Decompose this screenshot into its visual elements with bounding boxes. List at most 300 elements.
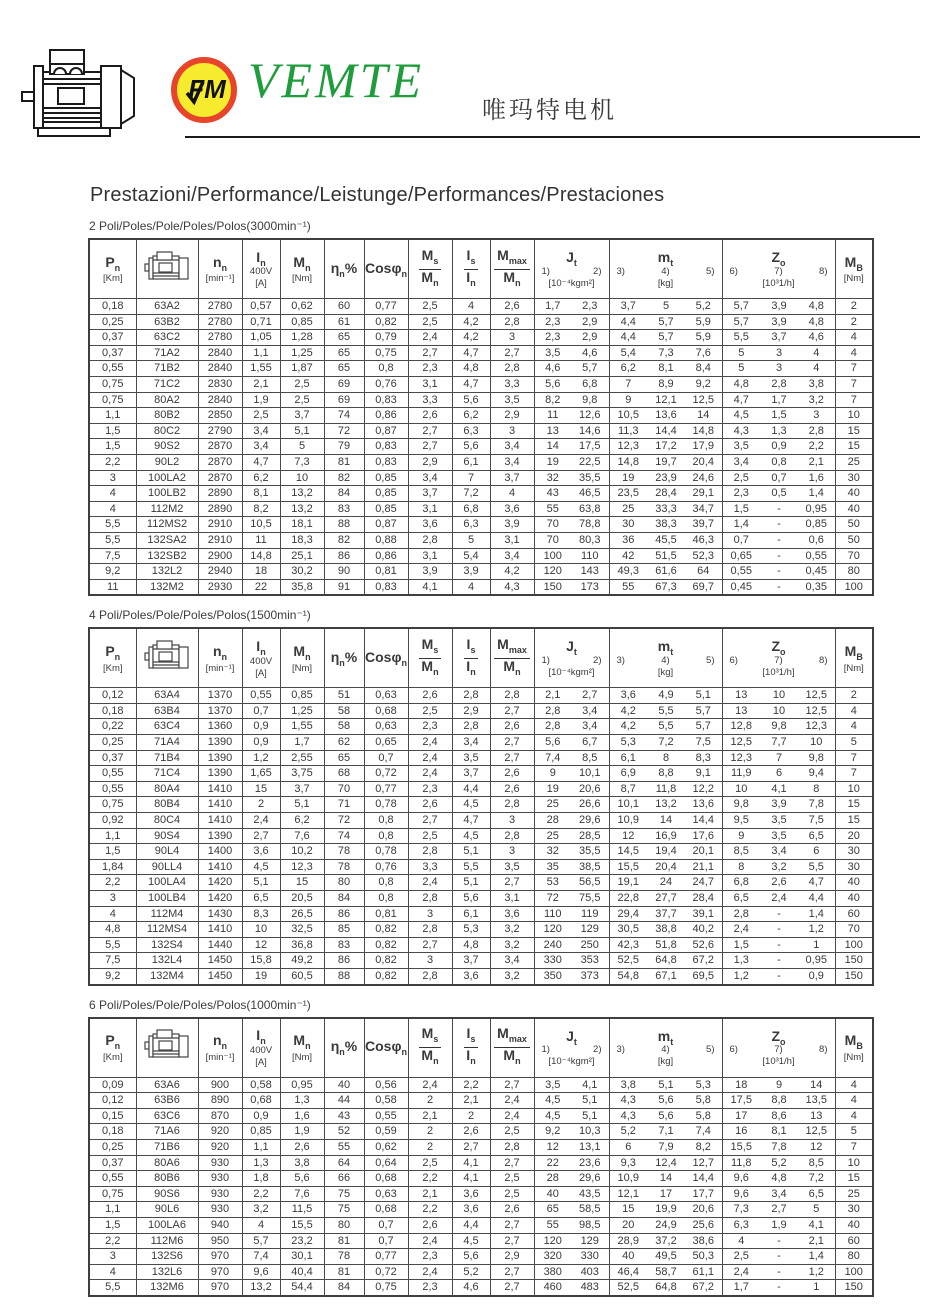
cell-pn: 1,5 [89, 439, 136, 455]
cell-ms-mn: 2,4 [408, 750, 452, 766]
cell-pn: 0,75 [89, 1186, 136, 1202]
cell-mt-3: 6 [609, 1139, 647, 1155]
cell-mb: 50 [835, 517, 873, 533]
cell-ms-mn: 2,4 [408, 766, 452, 782]
cell-in: 1,9 [242, 392, 280, 408]
cell-is-in: 6,1 [452, 906, 490, 922]
cell-mt-3: 52,5 [609, 953, 647, 969]
cell-zo-8: 14 [798, 1077, 835, 1093]
cell-mmax-mn: 3 [490, 423, 534, 439]
cell-jt-1: 320 [534, 1249, 571, 1265]
cell-mt-3: 4,4 [609, 314, 647, 330]
cell-zo-7: - [760, 1249, 798, 1265]
cell-eta: 81 [324, 454, 364, 470]
cell-is-in: 3,7 [452, 953, 490, 969]
cell-nn: 2910 [198, 517, 242, 533]
cell-frame-size: 112M2 [136, 501, 198, 517]
cell-mt-4: 27,7 [647, 891, 685, 907]
cell-mb: 10 [835, 781, 873, 797]
cell-jt-1: 28 [534, 813, 571, 829]
cell-cos: 0,75 [364, 1280, 408, 1296]
cell-in: 11 [242, 532, 280, 548]
section-4-pole [88, 608, 874, 985]
cell-mt-3: 12,1 [609, 1186, 647, 1202]
cell-frame-size: 63A4 [136, 688, 198, 704]
cell-eta: 65 [324, 330, 364, 346]
cell-pn: 0,18 [89, 299, 136, 315]
cell-pn: 11 [89, 579, 136, 595]
cell-eta: 78 [324, 859, 364, 875]
cell-cos: 0,7 [364, 1217, 408, 1233]
cell-jt-1: 7,4 [534, 750, 571, 766]
cell-mt-3: 42,3 [609, 937, 647, 953]
cell-zo-8: 7,2 [798, 1171, 835, 1187]
table-row [89, 1217, 873, 1233]
cell-in: 2,2 [242, 1186, 280, 1202]
table-row [89, 1171, 873, 1187]
cell-cos: 0,63 [364, 688, 408, 704]
cell-jt-1: 350 [534, 968, 571, 984]
table-row [89, 781, 873, 797]
cell-zo-7: - [760, 906, 798, 922]
cell-zo-7: 3,5 [760, 813, 798, 829]
cell-eta: 78 [324, 844, 364, 860]
cell-mn: 0,85 [280, 688, 324, 704]
cell-nn: 1430 [198, 906, 242, 922]
col-header-mt: $m_t$ 3) 4) 5) [kg] [609, 628, 722, 688]
cell-is-in: 4,8 [452, 361, 490, 377]
cell-pn: 0,22 [89, 719, 136, 735]
cell-ms-mn: 2,7 [408, 345, 452, 361]
col-header-eta: $\eta_n\%$ [324, 1018, 364, 1078]
cell-mt-5: 5,9 [685, 330, 722, 346]
cell-mmax-mn: 3,6 [490, 906, 534, 922]
cell-zo-6: 0,7 [722, 532, 760, 548]
cell-eta: 88 [324, 517, 364, 533]
cell-cos: 0,88 [364, 532, 408, 548]
cell-mb: 15 [835, 1171, 873, 1187]
cell-zo-7: - [760, 1264, 798, 1280]
cell-jt-2: 2,7 [571, 688, 609, 704]
cell-eta: 65 [324, 750, 364, 766]
cell-frame-size: 100LB2 [136, 486, 198, 502]
cell-frame-size: 71C2 [136, 376, 198, 392]
footnote-ref: 1) [541, 1044, 550, 1056]
cell-ms-mn: 2,5 [408, 299, 452, 315]
cell-zo-8: 0,95 [798, 953, 835, 969]
cell-zo-6: 1,7 [722, 1280, 760, 1296]
cell-jt-2: 38,5 [571, 859, 609, 875]
cell-jt-2: 373 [571, 968, 609, 984]
cell-zo-8: 4,7 [798, 875, 835, 891]
cell-eta: 81 [324, 1233, 364, 1249]
cell-mt-4: 61,6 [647, 564, 685, 580]
cell-mt-5: 17,7 [685, 1186, 722, 1202]
cell-mt-5: 29,1 [685, 486, 722, 502]
cell-cos: 0,68 [364, 1171, 408, 1187]
cell-zo-6: 6,5 [722, 891, 760, 907]
cell-mn: 49,2 [280, 953, 324, 969]
cell-mt-5: 61,1 [685, 1264, 722, 1280]
cell-nn: 2840 [198, 361, 242, 377]
cell-zo-7: 0,8 [760, 454, 798, 470]
cell-mb: 50 [835, 532, 873, 548]
cell-frame-size: 90S2 [136, 439, 198, 455]
cell-jt-1: 32 [534, 844, 571, 860]
cell-zo-8: 6,5 [798, 1186, 835, 1202]
col-header-is-in: $\frac{I_s}{I_n}$ [452, 1018, 490, 1078]
cell-mn: 3,7 [280, 781, 324, 797]
cell-mb: 100 [835, 937, 873, 953]
cell-is-in: 3,7 [452, 766, 490, 782]
cell-ms-mn: 2,4 [408, 1077, 452, 1093]
cell-mmax-mn: 2,5 [490, 1171, 534, 1187]
table-row [89, 423, 873, 439]
col-header-motor [136, 239, 198, 299]
cell-cos: 0,82 [364, 314, 408, 330]
cell-jt-2: 330 [571, 1249, 609, 1265]
cell-jt-1: 19 [534, 454, 571, 470]
cell-mn: 1,9 [280, 1124, 324, 1140]
cell-jt-2: 29,6 [571, 813, 609, 829]
cell-eta: 44 [324, 1093, 364, 1109]
cell-eta: 86 [324, 953, 364, 969]
table-row [89, 501, 873, 517]
cell-mt-4: 7,3 [647, 345, 685, 361]
cell-pn: 0,55 [89, 361, 136, 377]
cell-mt-5: 20,6 [685, 1202, 722, 1218]
cell-mn: 7,6 [280, 828, 324, 844]
cell-in: 1,1 [242, 345, 280, 361]
cell-cos: 0,82 [364, 922, 408, 938]
cell-zo-8: 1,4 [798, 1249, 835, 1265]
cell-zo-8: 6 [798, 844, 835, 860]
cell-mn: 1,87 [280, 361, 324, 377]
cell-mt-4: 13,2 [647, 797, 685, 813]
cell-pn: 1,1 [89, 1202, 136, 1218]
cell-cos: 0,75 [364, 345, 408, 361]
cell-frame-size: 71B6 [136, 1139, 198, 1155]
page-title: Prestazioni/Performance/Leistunge/Performances/Prestaciones [90, 184, 665, 206]
table-row [89, 735, 873, 751]
cell-eta: 62 [324, 735, 364, 751]
cell-jt-2: 403 [571, 1264, 609, 1280]
col-header-nn: $n_n$ [min⁻¹] [198, 628, 242, 688]
cell-pn: 1,5 [89, 423, 136, 439]
cell-eta: 80 [324, 875, 364, 891]
cell-mn: 15 [280, 875, 324, 891]
cell-mmax-mn: 2,7 [490, 1264, 534, 1280]
cell-eta: 51 [324, 688, 364, 704]
cell-mt-5: 50,3 [685, 1249, 722, 1265]
cell-zo-6: 9,6 [722, 1171, 760, 1187]
cell-mt-4: 19,7 [647, 454, 685, 470]
cell-zo-8: 3,8 [798, 376, 835, 392]
cell-pn: 7,5 [89, 953, 136, 969]
table-row [89, 1093, 873, 1109]
cell-zo-7: 2,8 [760, 376, 798, 392]
cell-mt-5: 14,4 [685, 1171, 722, 1187]
cell-jt-2: 80,3 [571, 532, 609, 548]
cell-mt-3: 5,2 [609, 1124, 647, 1140]
footnote-ref: 7) [774, 655, 783, 667]
cell-jt-2: 3,4 [571, 719, 609, 735]
cell-cos: 0,85 [364, 486, 408, 502]
cell-mn: 0,85 [280, 314, 324, 330]
cell-ms-mn: 2,3 [408, 361, 452, 377]
cell-mmax-mn: 3,7 [490, 470, 534, 486]
cell-mmax-mn: 2,8 [490, 1139, 534, 1155]
cell-zo-7: 3,4 [760, 1186, 798, 1202]
footnote-ref: 4) [661, 265, 670, 277]
cell-cos: 0,7 [364, 1233, 408, 1249]
cell-eta: 66 [324, 1171, 364, 1187]
cell-pn: 0,92 [89, 813, 136, 829]
cell-cos: 0,63 [364, 1186, 408, 1202]
table-row [89, 797, 873, 813]
cell-jt-2: 43,5 [571, 1186, 609, 1202]
cell-nn: 930 [198, 1202, 242, 1218]
cell-mb: 15 [835, 439, 873, 455]
cell-nn: 1410 [198, 797, 242, 813]
cell-mt-4: 4,9 [647, 688, 685, 704]
cell-ms-mn: 2,7 [408, 813, 452, 829]
cell-zo-7: 1,9 [760, 1217, 798, 1233]
cell-is-in: 4,1 [452, 1155, 490, 1171]
cell-mn: 30,1 [280, 1249, 324, 1265]
cell-mt-5: 39,7 [685, 517, 722, 533]
cell-zo-8: 0,85 [798, 517, 835, 533]
col-header-mb: $M_B$ [Nm] [835, 628, 873, 688]
cell-cos: 0,55 [364, 1108, 408, 1124]
cell-mb: 150 [835, 1280, 873, 1296]
cell-mt-4: 5,6 [647, 1108, 685, 1124]
table-row [89, 688, 873, 704]
cell-mt-4: 13,6 [647, 408, 685, 424]
cell-cos: 0,72 [364, 1264, 408, 1280]
cell-mn: 3,75 [280, 766, 324, 782]
col-header-mn: $M_n$ [Nm] [280, 239, 324, 299]
cell-mb: 30 [835, 470, 873, 486]
cell-mb: 100 [835, 579, 873, 595]
cell-mmax-mn: 2,7 [490, 1077, 534, 1093]
cell-zo-7: 1,5 [760, 408, 798, 424]
cell-mb: 2 [835, 688, 873, 704]
col-header-mt: $m_t$ 3) 4) 5) [kg] [609, 1018, 722, 1078]
cell-zo-7: 2,6 [760, 875, 798, 891]
cell-zo-8: 10 [798, 735, 835, 751]
cell-jt-1: 32 [534, 470, 571, 486]
cell-zo-7: 3,9 [760, 299, 798, 315]
cell-mn: 7,6 [280, 1186, 324, 1202]
table-row [89, 813, 873, 829]
cell-cos: 0,79 [364, 330, 408, 346]
cell-ms-mn: 2,7 [408, 439, 452, 455]
cell-mt-3: 5,3 [609, 735, 647, 751]
col-header-mmax-mn: $\frac{M_{max}}{M_n}$ [490, 239, 534, 299]
cell-is-in: 3,6 [452, 1202, 490, 1218]
cell-ms-mn: 2,5 [408, 703, 452, 719]
footnote-ref: 1) [541, 265, 550, 277]
cell-mt-4: 19,9 [647, 1202, 685, 1218]
col-header-pn: $P_n$ [Km] [102, 1032, 123, 1063]
cell-zo-8: 5,5 [798, 859, 835, 875]
table-row [89, 1280, 873, 1296]
cell-zo-6: 9,8 [722, 797, 760, 813]
cell-jt-2: 4,1 [571, 1077, 609, 1093]
cell-zo-7: - [760, 953, 798, 969]
table-row [89, 314, 873, 330]
cell-frame-size: 112MS4 [136, 922, 198, 938]
cell-is-in: 6,3 [452, 517, 490, 533]
cell-mt-5: 8,2 [685, 1139, 722, 1155]
cell-mmax-mn: 4,2 [490, 564, 534, 580]
cell-eta: 55 [324, 1139, 364, 1155]
cell-cos: 0,78 [364, 844, 408, 860]
cell-nn: 970 [198, 1280, 242, 1296]
cell-mmax-mn: 3,4 [490, 548, 534, 564]
cell-pn: 0,55 [89, 766, 136, 782]
col-header-mn: $M_n$ [Nm] [280, 1018, 324, 1078]
col-header-jt: $J_t$ 1) 2) [10⁻⁴kgm²] [534, 628, 609, 688]
table-row [89, 1186, 873, 1202]
cell-mt-3: 15,5 [609, 859, 647, 875]
cell-zo-7: 10 [760, 703, 798, 719]
cell-jt-1: 380 [534, 1264, 571, 1280]
cell-mb: 30 [835, 844, 873, 860]
cell-frame-size: 63C6 [136, 1108, 198, 1124]
section-6-pole [88, 998, 874, 1297]
cell-mt-3: 11,3 [609, 423, 647, 439]
cell-mt-5: 24,6 [685, 470, 722, 486]
cell-is-in: 2 [452, 1108, 490, 1124]
cell-mb: 4 [835, 719, 873, 735]
cell-eta: 85 [324, 922, 364, 938]
cell-mt-5: 46,3 [685, 532, 722, 548]
cell-mt-4: 67,1 [647, 968, 685, 984]
cell-mn: 5,6 [280, 1171, 324, 1187]
cell-jt-2: 2,9 [571, 330, 609, 346]
cell-zo-7: 9,8 [760, 719, 798, 735]
cell-zo-7: - [760, 1280, 798, 1296]
cell-mt-4: 7,1 [647, 1124, 685, 1140]
cell-jt-2: 23,6 [571, 1155, 609, 1171]
cell-mn: 40,4 [280, 1264, 324, 1280]
cell-cos: 0,82 [364, 953, 408, 969]
table-row [89, 1077, 873, 1093]
cell-is-in: 5,1 [452, 844, 490, 860]
cell-cos: 0,85 [364, 501, 408, 517]
performance-table-2-pole [88, 238, 874, 596]
performance-table-4-pole [88, 627, 874, 985]
cell-is-in: 6,3 [452, 423, 490, 439]
cell-ms-mn: 2,3 [408, 719, 452, 735]
cell-nn: 2850 [198, 408, 242, 424]
cell-is-in: 4,7 [452, 813, 490, 829]
cell-mt-4: 5,1 [647, 1077, 685, 1093]
cell-pn: 1,84 [89, 859, 136, 875]
cell-zo-8: 4,1 [798, 1217, 835, 1233]
cell-mt-3: 55 [609, 579, 647, 595]
cell-nn: 2900 [198, 548, 242, 564]
cell-mt-3: 12,3 [609, 439, 647, 455]
cell-mmax-mn: 3,6 [490, 501, 534, 517]
cell-mt-4: 8,9 [647, 376, 685, 392]
cell-in: 0,71 [242, 314, 280, 330]
cell-jt-1: 2,8 [534, 703, 571, 719]
cell-jt-2: 483 [571, 1280, 609, 1296]
cell-mb: 40 [835, 891, 873, 907]
cell-pn: 4 [89, 1264, 136, 1280]
cell-cos: 0,77 [364, 781, 408, 797]
cell-mmax-mn: 3,5 [490, 859, 534, 875]
cell-jt-1: 28 [534, 1171, 571, 1187]
header-row [89, 628, 873, 688]
cell-mt-4: 67,3 [647, 579, 685, 595]
cell-frame-size: 90L4 [136, 844, 198, 860]
cell-frame-size: 80B6 [136, 1171, 198, 1187]
cell-is-in: 2,9 [452, 703, 490, 719]
cell-mn: 1,7 [280, 735, 324, 751]
cell-jt-1: 70 [534, 517, 571, 533]
cell-zo-7: - [760, 579, 798, 595]
cell-jt-1: 3,5 [534, 1077, 571, 1093]
cell-jt-2: 20,6 [571, 781, 609, 797]
cell-frame-size: 100LA6 [136, 1217, 198, 1233]
cell-mb: 7 [835, 1139, 873, 1155]
cell-zo-8: 4 [798, 345, 835, 361]
cell-jt-1: 65 [534, 1202, 571, 1218]
cell-mmax-mn: 2,7 [490, 735, 534, 751]
cell-eta: 74 [324, 828, 364, 844]
cell-cos: 0,83 [364, 439, 408, 455]
cell-mt-3: 4,4 [609, 330, 647, 346]
cell-eta: 88 [324, 968, 364, 984]
cell-mmax-mn: 3,1 [490, 891, 534, 907]
cell-zo-7: 3,9 [760, 797, 798, 813]
cell-eta: 71 [324, 797, 364, 813]
cell-zo-6: 15,5 [722, 1139, 760, 1155]
cell-in: 2,7 [242, 828, 280, 844]
cell-nn: 1390 [198, 750, 242, 766]
table-row [89, 1249, 873, 1265]
cell-is-in: 4,7 [452, 376, 490, 392]
cell-jt-2: 63,8 [571, 501, 609, 517]
cell-cos: 0,83 [364, 392, 408, 408]
cell-mb: 4 [835, 330, 873, 346]
cell-mt-3: 10,5 [609, 408, 647, 424]
cell-mt-5: 69,5 [685, 968, 722, 984]
cell-mn: 2,5 [280, 392, 324, 408]
cell-jt-1: 70 [534, 532, 571, 548]
footnote-ref: 3) [616, 265, 625, 277]
cell-pn: 0,75 [89, 392, 136, 408]
cell-ms-mn: 2,8 [408, 922, 452, 938]
cell-mn: 18,1 [280, 517, 324, 533]
cell-mt-5: 52,3 [685, 548, 722, 564]
cell-mb: 25 [835, 1186, 873, 1202]
cell-mt-5: 5,3 [685, 1077, 722, 1093]
cell-mt-3: 4,3 [609, 1108, 647, 1124]
col-header-ms-mn: $\frac{M_s}{M_n}$ [408, 628, 452, 688]
cell-nn: 970 [198, 1249, 242, 1265]
cell-eta: 65 [324, 345, 364, 361]
cell-zo-8: 0,6 [798, 532, 835, 548]
cell-mt-5: 5,1 [685, 688, 722, 704]
cell-jt-2: 78,8 [571, 517, 609, 533]
cell-mb: 60 [835, 906, 873, 922]
cell-jt-1: 55 [534, 501, 571, 517]
